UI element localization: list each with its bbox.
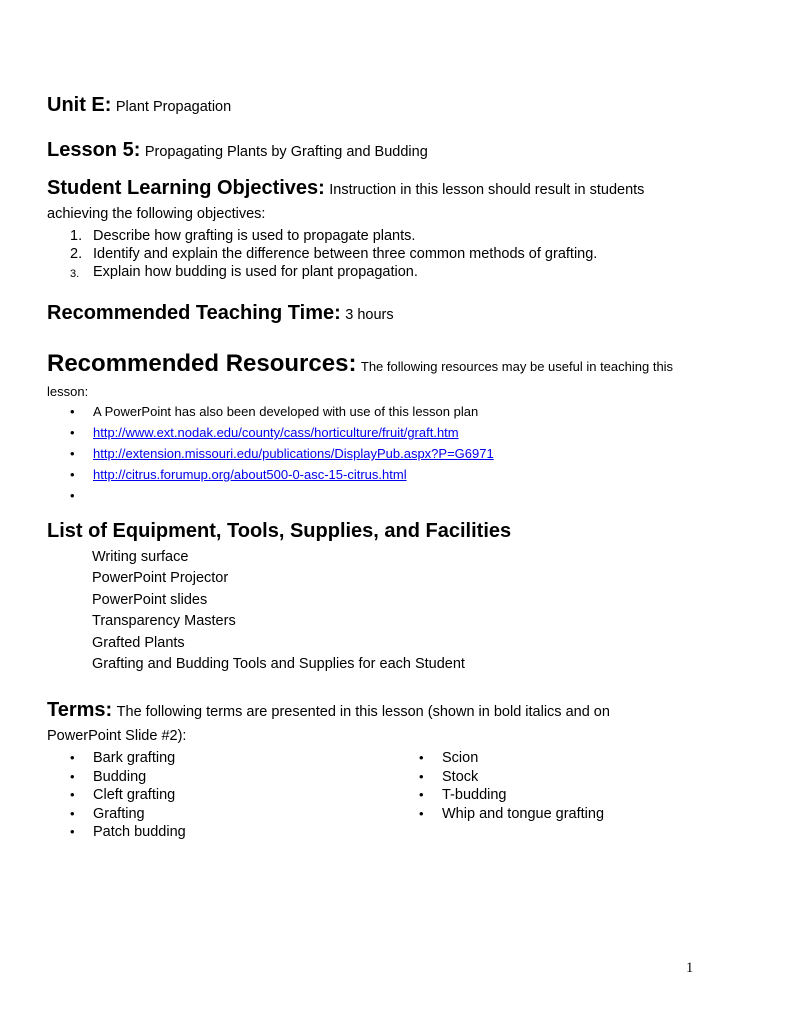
unit-title: Plant Propagation	[115, 99, 232, 115]
terms-label: Terms:	[47, 699, 113, 721]
term-text: Cleft grafting	[93, 787, 176, 804]
bullet-icon: •	[70, 404, 75, 419]
equipment-label: List of Equipment, Tools, Supplies, and Facilities	[47, 520, 512, 542]
bullet-icon: •	[419, 750, 424, 765]
equipment-item: Grafted Plants	[92, 634, 185, 651]
bullet-icon: •	[70, 824, 75, 840]
bullet-icon: •	[70, 768, 75, 784]
term-text: Budding	[93, 768, 147, 785]
page-number: 1	[686, 960, 694, 976]
terms-intro-continued: PowerPoint Slide #2):	[47, 728, 187, 744]
lesson-label: Lesson 5:	[47, 139, 141, 161]
teaching-time-label: Recommended Teaching Time:	[47, 302, 341, 324]
objective-text: Explain how budding is used for plant propagation.	[93, 264, 418, 280]
equipment-heading	[47, 520, 511, 543]
term-text: Bark grafting	[93, 750, 176, 766]
bullet-icon: •	[70, 446, 75, 461]
equipment-item: Writing surface	[92, 549, 189, 565]
resource-link-nodak[interactable]: http://www.ext.nodak.edu/county/cass/horticulture/fruit/graft.htm	[93, 425, 459, 440]
equipment-list	[92, 549, 465, 677]
bullet-icon: •	[419, 768, 424, 784]
unit-heading	[47, 94, 231, 117]
bullet-icon: •	[70, 750, 75, 765]
bullet-icon: •	[70, 425, 75, 440]
objectives-intro: Instruction in this lesson should result in students	[329, 182, 645, 198]
terms-intro: The following terms are presented in this lesson (shown in bold italics and on	[116, 704, 610, 720]
equipment-item: Transparency Masters	[92, 613, 236, 630]
objectives-heading	[47, 177, 644, 200]
lesson-heading	[47, 139, 428, 162]
resource-text: A PowerPoint has also been developed with use of this lesson plan	[93, 404, 479, 419]
bullet-icon: •	[70, 787, 75, 803]
bullet-icon: •	[419, 787, 424, 803]
resources-intro: The following resources may be useful in teaching this	[360, 359, 674, 374]
teaching-time-value: 3 hours	[345, 307, 394, 323]
resources-heading	[47, 350, 673, 378]
term-text: Scion	[442, 750, 479, 766]
bullet-icon: •	[70, 488, 75, 503]
bullet-icon: •	[70, 805, 75, 821]
term-text: Stock	[442, 768, 479, 785]
objective-number: 2.	[70, 246, 83, 262]
terms-heading	[47, 699, 610, 722]
objectives-label: Student Learning Objectives:	[47, 177, 325, 199]
resource-link-missouri[interactable]: http://extension.missouri.edu/publications/DisplayPub.aspx?P=G6971	[93, 446, 494, 461]
equipment-item: Grafting and Budding Tools and Supplies for each Student	[92, 655, 465, 672]
resource-link-citrus[interactable]: http://citrus.forumup.org/about500-0-asc-15-citrus.html	[93, 467, 407, 482]
lesson-title: Propagating Plants by Grafting and Budding	[144, 144, 428, 160]
bullet-icon: •	[70, 467, 75, 482]
term-text: T-budding	[442, 787, 507, 804]
equipment-item: PowerPoint slides	[92, 591, 208, 608]
unit-label: Unit E:	[47, 94, 112, 116]
objective-text: Identify and explain the difference between three common methods of grafting.	[93, 246, 598, 262]
resources-label: Recommended Resources:	[47, 350, 357, 377]
teaching-time-heading	[47, 302, 394, 325]
term-text: Patch budding	[93, 824, 186, 841]
term-text: Whip and tongue grafting	[442, 805, 605, 822]
objective-number: 1.	[70, 228, 83, 244]
bullet-icon: •	[419, 805, 424, 821]
resources-intro-continued: lesson:	[47, 384, 89, 399]
term-text: Grafting	[93, 805, 145, 822]
objective-text: Describe how grafting is used to propagate plants.	[93, 228, 416, 244]
objective-number: 3.	[70, 268, 80, 280]
equipment-item: PowerPoint Projector	[92, 570, 229, 587]
objectives-intro-continued: achieving the following objectives:	[47, 206, 266, 222]
